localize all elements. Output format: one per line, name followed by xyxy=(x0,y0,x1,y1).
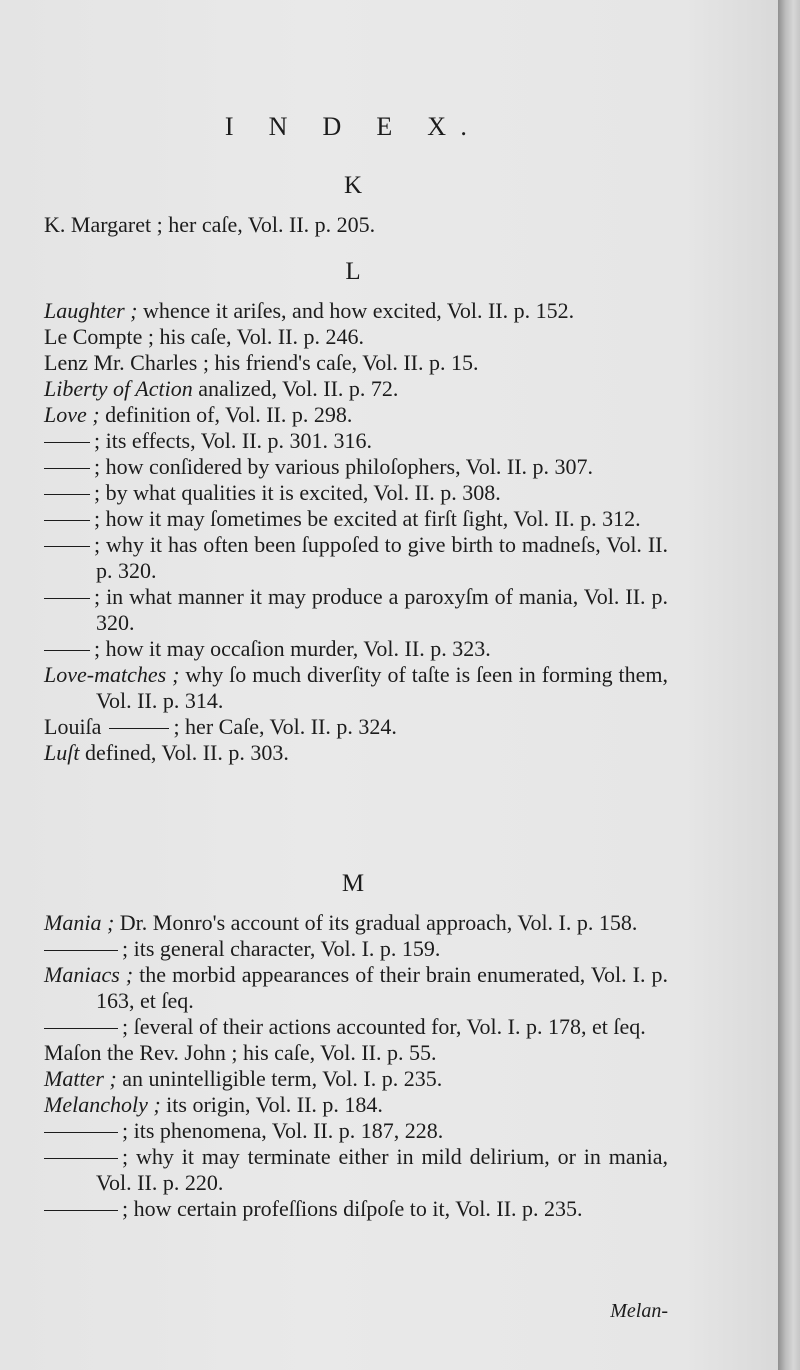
ditto-dash xyxy=(44,442,90,443)
entry-text: Dr. Monro's account of its gradual approach, Vol. I. p. 158. xyxy=(114,910,638,935)
index-entry xyxy=(44,428,668,454)
index-entry xyxy=(44,480,668,506)
index-entry xyxy=(44,910,668,936)
entry-text: whence it ariſes, and how excited, Vol. II. p. 152. xyxy=(137,298,575,323)
section-letter-l: L xyxy=(345,258,361,285)
index-term: Laughter ; xyxy=(44,298,138,323)
entry-text: Le Compte ; his caſe, Vol. II. p. 246. xyxy=(44,324,364,349)
catchword: Melan- xyxy=(610,1300,668,1322)
index-entry xyxy=(44,532,668,584)
index-entry xyxy=(44,584,668,636)
entries-l xyxy=(44,298,668,766)
ditto-dash xyxy=(44,598,90,599)
entry-text: an unintelligible term, Vol. I. p. 235. xyxy=(116,1066,443,1091)
index-entry xyxy=(44,962,668,1014)
index-entry xyxy=(44,740,668,766)
index-entry xyxy=(44,376,668,402)
index-entry xyxy=(44,714,668,740)
ditto-dash xyxy=(109,728,169,729)
index-term: Luſt xyxy=(44,740,80,765)
entry-text: ; why it may terminate either in mild delirium, or in mania, Vol. II. p. 220. xyxy=(96,1144,668,1195)
entry-text: Maſon the Rev. John ; his caſe, Vol. II. p. 55. xyxy=(44,1040,437,1065)
index-term: Love ; xyxy=(44,402,100,427)
entry-text: ; its effects, Vol. II. p. 301. 316. xyxy=(94,428,373,453)
entry-text: ; in what manner it may produce a paroxyſm of mania, Vol. II. p. 320. xyxy=(94,584,668,635)
entry-text: ; how it may ſometimes be excited at firſt ſight, Vol. II. p. 312. xyxy=(94,506,641,531)
ditto-dash xyxy=(44,1158,118,1159)
entry-text: the morbid appearances of their brain enumerated, Vol. I. p. 163, et ſeq. xyxy=(96,962,669,1013)
index-entry xyxy=(44,1066,668,1092)
entry-text: ; how it may occaſion murder, Vol. II. p. 323. xyxy=(94,636,491,661)
index-entry xyxy=(44,1196,668,1222)
index-entry xyxy=(44,1144,668,1196)
index-entry xyxy=(44,1040,668,1066)
book-gutter xyxy=(778,0,800,1370)
ditto-dash xyxy=(44,1132,118,1133)
ditto-dash xyxy=(44,546,90,547)
ditto-dash xyxy=(44,1028,118,1029)
entries-k xyxy=(44,212,668,238)
ditto-dash xyxy=(44,494,90,495)
index-entry xyxy=(44,662,668,714)
entry-lead: Louiſa xyxy=(44,714,102,739)
index-term: Liberty of Action xyxy=(44,376,193,401)
index-entry xyxy=(44,636,668,662)
index-entry xyxy=(44,506,668,532)
entries-m xyxy=(44,910,668,1222)
index-entry xyxy=(44,1014,668,1040)
index-term: Matter ; xyxy=(44,1066,117,1091)
index-entry xyxy=(44,454,668,480)
ditto-dash xyxy=(44,950,118,951)
index-entry xyxy=(44,1118,668,1144)
section-letter-m: M xyxy=(341,870,365,897)
entry-text: analized, Vol. II. p. 72. xyxy=(192,376,399,401)
section-letter-k: K xyxy=(343,172,363,199)
index-entry xyxy=(44,298,668,324)
ditto-dash xyxy=(44,520,90,521)
index-entry xyxy=(44,212,668,238)
entry-text: K. Margaret ; her caſe, Vol. II. p. 205. xyxy=(44,212,376,237)
entry-text: ; by what qualities it is excited, Vol. II. p. 308. xyxy=(94,480,501,505)
index-term: Love-matches ; xyxy=(44,662,180,687)
ditto-dash xyxy=(44,1210,118,1211)
ditto-dash xyxy=(44,468,90,469)
index-entry xyxy=(44,324,668,350)
entry-text: ; how conſidered by various philoſophers, Vol. II. p. 307. xyxy=(94,454,594,479)
index-entry xyxy=(44,936,668,962)
entry-text: ; its phenomena, Vol. II. p. 187, 228. xyxy=(122,1118,444,1143)
entry-text: ; how certain profeſſions diſpoſe to it, Vol. II. p. 235. xyxy=(122,1196,583,1221)
entry-text: ; ſeveral of their actions accounted for, Vol. I. p. 178, et ſeq. xyxy=(122,1014,646,1039)
page-header: I N D E X. xyxy=(224,112,482,141)
entry-text: why ſo much diverſity of taſte is ſeen in forming them, Vol. II. p. 314. xyxy=(96,662,668,713)
index-term: Melancholy ; xyxy=(44,1092,161,1117)
entry-text: ; why it has often been ſuppoſed to give birth to madneſs, Vol. II. p. 320. xyxy=(94,532,668,583)
index-term: Maniacs ; xyxy=(44,962,134,987)
entry-text: its origin, Vol. II. p. 184. xyxy=(160,1092,383,1117)
index-entry xyxy=(44,1092,668,1118)
entry-text: Lenz Mr. Charles ; his friend's caſe, Vol. II. p. 15. xyxy=(44,350,479,375)
ditto-dash xyxy=(44,650,90,651)
entry-text: defined, Vol. II. p. 303. xyxy=(79,740,289,765)
index-term: Mania ; xyxy=(44,910,115,935)
entry-text: ; its general character, Vol. I. p. 159. xyxy=(122,936,441,961)
entry-text: ; her Caſe, Vol. II. p. 324. xyxy=(173,714,397,739)
index-entry xyxy=(44,350,668,376)
index-entry xyxy=(44,402,668,428)
entry-text: definition of, Vol. II. p. 298. xyxy=(99,402,353,427)
